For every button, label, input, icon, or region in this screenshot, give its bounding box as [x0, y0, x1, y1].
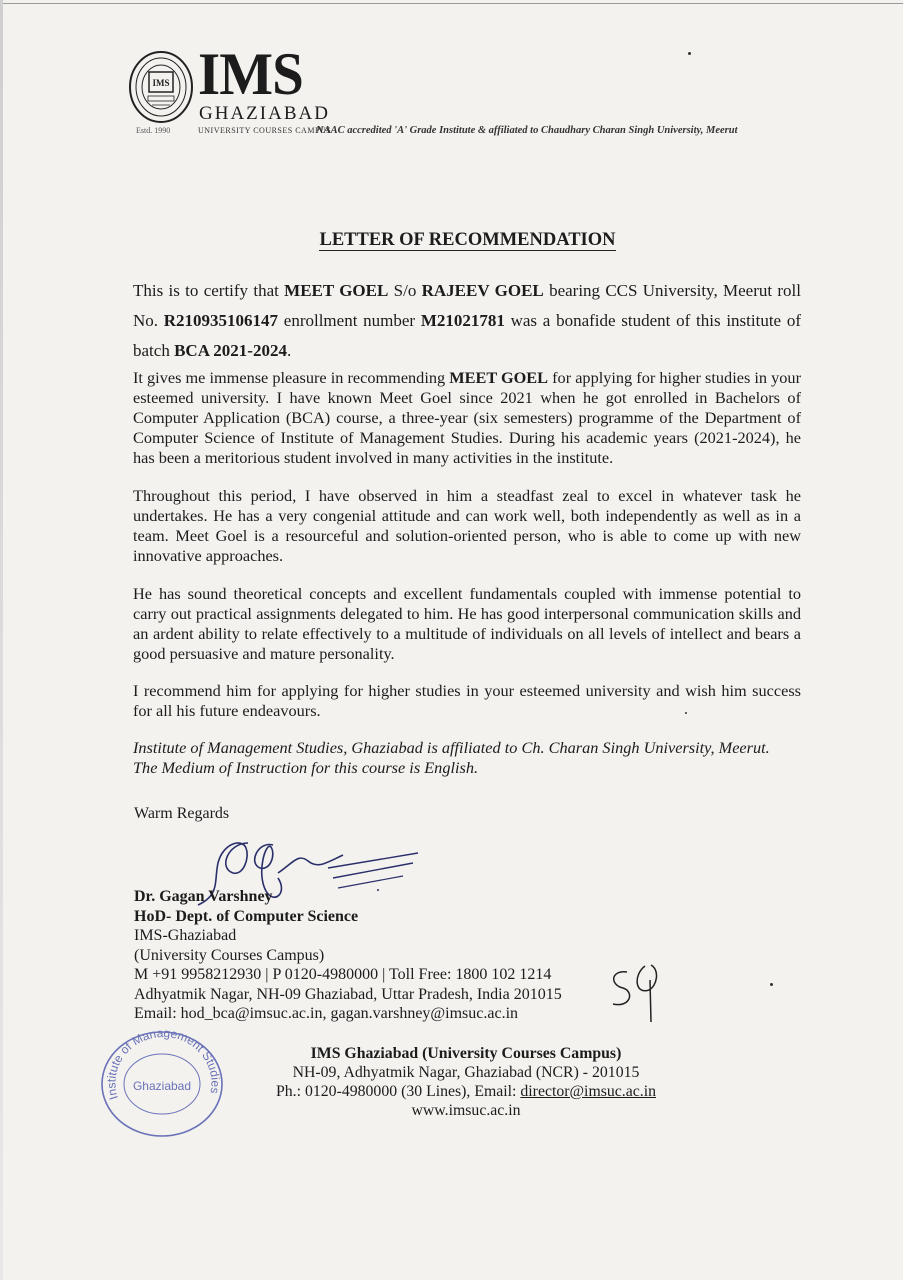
signatory-email: Email: hod_bca@imsuc.ac.in, gagan.varshney@imsuc.ac.in: [134, 1005, 519, 1022]
student-name: MEET GOEL: [449, 368, 549, 387]
student-name: MEET GOEL: [284, 281, 389, 300]
enrollment-number: M21021781: [420, 311, 505, 330]
observation-paragraph: Throughout this period, I have observed in him a steadfast zeal to excel in whatever task he undertakes. He has a very congenial attitude and can work well, both independently as well as in a team. Meet Goel is a resourceful and solution-oriented person, who is able to come up with new innovative approaches.: [133, 486, 801, 565]
established-year: Estd. 1990: [136, 126, 171, 135]
signatory-block: [134, 887, 562, 1024]
footer-contact: Ph.: 0120-4980000 (30 Lines), Email: director@imsuc.ac.in: [276, 1083, 656, 1100]
paper-speck: [688, 52, 691, 55]
signatory-org: IMS-Ghaziabad: [134, 927, 237, 944]
paper-speck: [685, 712, 687, 714]
accreditation-line: NAAC accredited 'A' Grade Institute & affiliated to Chaudhary Charan Singh University, Meerut: [316, 125, 738, 136]
footer-email-link[interactable]: director@imsuc.ac.in: [520, 1083, 656, 1100]
roll-number: R210935106147: [163, 311, 279, 330]
letterhead-footer: [150, 1044, 782, 1120]
brand-ims: IMS: [198, 41, 303, 107]
brand-city: GHAZIABAD: [199, 103, 330, 124]
footer-address: NH-09, Adhyatmik Nagar, Ghaziabad (NCR) - 201015: [292, 1064, 640, 1081]
signatory-address: Adhyatmik Nagar, NH-09 Ghaziabad, Uttar Pradesh, India 201015: [134, 985, 562, 1003]
affiliation-note: Institute of Management Studies, Ghaziabad is affiliated to Ch. Charan Singh University, Meerut. The Medium of Instruction for this course is English.: [133, 738, 770, 777]
stamp-center-text: Ghaziabad: [132, 1079, 192, 1093]
top-edge-line: [0, 3, 903, 4]
father-name: RAJEEV GOEL: [421, 281, 544, 300]
letter-title: LETTER OF RECOMMENDATION: [319, 230, 616, 250]
handwritten-initials: [605, 960, 665, 1025]
batch: BCA 2021-2024: [174, 341, 287, 360]
left-page-edge: [0, 0, 3, 1280]
skills-paragraph: He has sound theoretical concepts and excellent fundamentals coupled with immense potential to carry out practical assignments delegated to him. He has good interpersonal communication skills and an ardent ability to relate effectively to a multitude of individuals on all levels of intellect and bears a good persuasive and mature personality.: [133, 584, 801, 663]
footer-institute-name: IMS Ghaziabad (University Courses Campus): [310, 1045, 622, 1062]
signatory-name: Dr. Gagan Varshney: [134, 888, 273, 905]
signatory-phones: M +91 9958212930 | P 0120-4980000 | Toll Free: 1800 102 1214: [134, 966, 552, 983]
certification-paragraph: This is to certify that MEET GOEL S/o RAJEEV GOEL bearing CCS University, Meerut roll No. R210935106147 enrollment number M21021781 was a bonafide student of this institute of batch BCA 2021-2024.: [133, 281, 801, 360]
paper-speck: [770, 983, 773, 986]
svg-text:IMS: IMS: [152, 78, 170, 88]
svg-text:Institute of Management Studie: Institute of Management Studies: [104, 1028, 223, 1102]
footer-website[interactable]: www.imsuc.ac.in: [411, 1102, 521, 1119]
warm-regards: Warm Regards: [134, 805, 230, 822]
closing-paragraph: I recommend him for applying for higher studies in your esteemed university and wish him success for all his future endeavours.: [133, 681, 801, 720]
ims-seal-logo-icon: [128, 50, 194, 124]
recommendation-paragraph: It gives me immense pleasure in recommending MEET GOEL for applying for higher studies in your esteemed university. I have known Meet Goel since 2021 when he got enrolled in Bachelors of Computer Application (BCA) course, a three-year (six semesters) programme of the Department of Computer Science of Institute of Management Studies. During his academic years (2021-2024), he has been a meritorious student involved in many activities in the institute.: [133, 368, 801, 467]
campus-tagline: UNIVERSITY COURSES CAMPUS: [198, 126, 332, 135]
signatory-campus: (University Courses Campus): [134, 946, 325, 964]
signatory-role: HoD- Dept. of Computer Science: [134, 907, 359, 925]
